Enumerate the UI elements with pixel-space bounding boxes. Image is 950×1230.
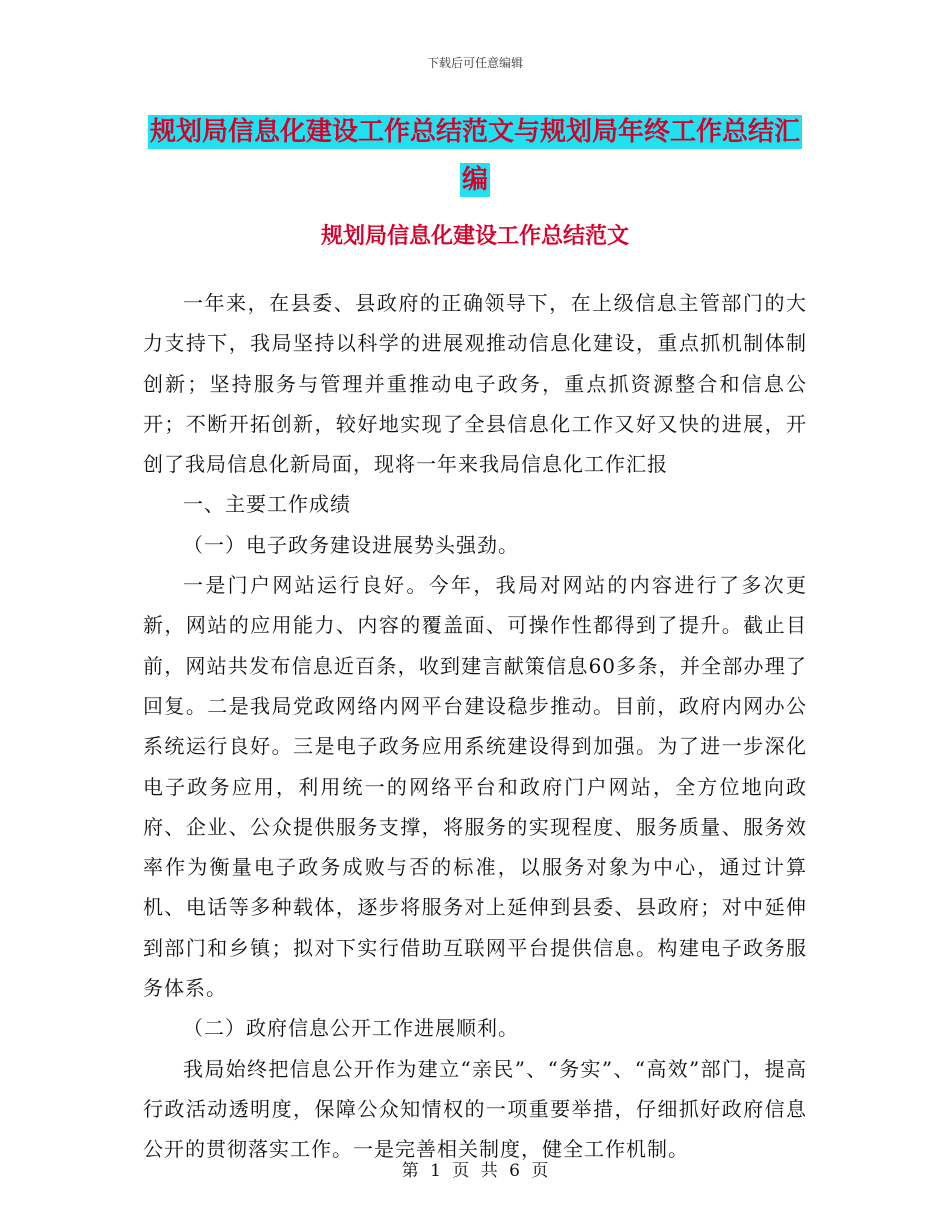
paragraph-info-disclosure: 我局始终把信息公开作为建立“亲民”、“务实”、“高效”部门，提高行政活动透明度，保障公众知情权的一项重要举措，仔细抓好政府信息公开的贯彻落实工作。一是完善相关制度，健全工作机制。: [143, 1056, 807, 1162]
header-note: 下载后可任意编辑: [426, 56, 523, 70]
heading-main-achievements: 一、主要工作成绩: [183, 492, 351, 517]
paragraph-intro: 一年来，在县委、县政府的正确领导下，在上级信息主管部门的大力支持下，我局坚持以科学的进展观推动信息化建设，重点抓机制体制创新；坚持服务与管理并重推动电子政务，重点抓资源整合和信息公开；不断开拓创新，较好地实现了全县信息化工作又好又快的进展，开创了我局信息化新局面，现将一年来我局信息化工作汇报: [143, 291, 807, 477]
document-body: [143, 283, 807, 1170]
page-number: 第 1 页 共 6 页: [401, 1161, 549, 1181]
subheading-e-government: （一）电子政务建设进展势头强劲。: [183, 532, 519, 557]
document-title: [140, 108, 810, 204]
document-title-text: 规划局信息化建设工作总结范文与规划局年终工作总结汇编: [149, 117, 800, 195]
paragraph-e-government: 一是门户网站运行良好。今年，我局对网站的内容进行了多次更新，网站的应用能力、内容的覆盖面、可操作性都得到了提升。截止目前，网站共发布信息近百条，收到建言献策信息60多条，并全部办理了回复。二是我局党政网络内网平台建设稳步推动。目前，政府内网办公系统运行良好。三是电子政务应用系统建设得到加强。为了进一步深化电子政务应用，利用统一的网络平台和政府门户网站，全方位地向政府、企业、公众提供服务支撑，将服务的实现程度、服务质量、服务效率作为衡量电子政务成败与否的标准，以服务对象为中心，通过计算机、电话等多种载体，逐步将服务对上延伸到县委、县政府；对中延伸到部门和乡镇；拟对下实行借助互联网平台提供信息。构建电子政务服务体系。: [143, 573, 807, 1001]
subheading-info-disclosure: （二）政府信息公开工作进展顺利。: [183, 1016, 519, 1041]
section-title: 规划局信息化建设工作总结范文: [320, 223, 629, 249]
